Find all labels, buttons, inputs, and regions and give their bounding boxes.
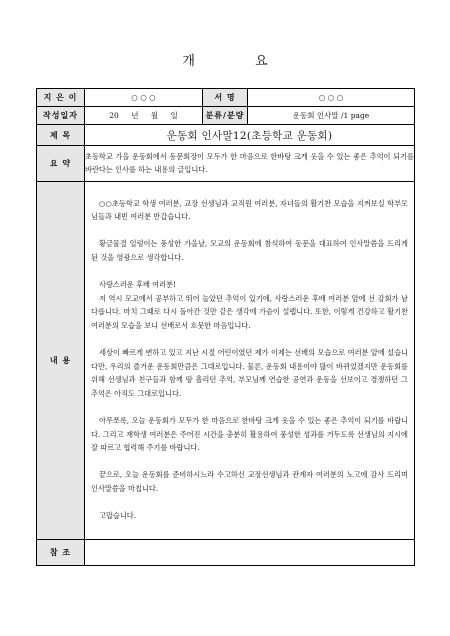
reference-row <box>37 540 415 566</box>
summary-label: 요 약 <box>37 146 85 182</box>
content-row <box>37 182 415 540</box>
content-paragraph: 끝으로, 오늘 운동회를 준비하시느라 수고하신 교장선생님과 관계자 여러분의 노고에 감사 드리며 인사말씀을 마칩니다. <box>91 470 408 494</box>
document-heading: 개 요 <box>182 54 296 69</box>
summary-text: 초등학교 가을 운동회에서 동문회장이 모두가 한 마음으로 한바탕 크게 웃을 수 있는 좋은 추억이 되기를 바란다는 인사를 하는 내용의 글입니다. <box>85 146 415 182</box>
content-body <box>85 182 415 540</box>
author-label: 지 은 이 <box>37 89 85 107</box>
author-value: ○ ○ ○ <box>85 89 203 107</box>
content-paragraph: 저 역시 모교에서 공부하고 뛰어 놀았던 추억이 있기에, 사랑스러운 후배 여러분 앞에 선 감회가 남다릅니다. 마치 그때로 다시 돌아간 것만 같은 생각에 가슴이 설렙니다. 또한, 이렇게 건강하고 활기찬 여러분의 모습을 보니 선배로서 흐뭇한 마음입니다. <box>91 293 408 330</box>
content-paragraph: 아무쪼록, 오늘 운동회가 모두가 한 마음으로 한바탕 크게 웃을 수 있는 좋은 추억이 되기를 바랍니다. 그리고 재학생 여러분은 주어진 시간을 충분히 활용하여 풍성한 성과를 거두도록 선생님의 지시에 잘 따르고 협력해 주기를 바랍니다. <box>91 416 408 453</box>
reference-label: 참 조 <box>37 540 85 566</box>
summary-row <box>37 146 415 182</box>
title-row <box>37 125 415 146</box>
recipient-label: 서 명 <box>203 89 248 107</box>
content-paragraph: ○○초등학교 학생 여러분, 교장 선생님과 교직원 여러분, 자녀들의 활기찬 모습을 지켜보실 학부모님들과 내빈 여러분 반갑습니다. <box>91 198 408 222</box>
category-label: 분류/분량 <box>203 107 248 125</box>
date-value: 20 년 월 일 <box>85 107 203 125</box>
date-row <box>37 107 415 125</box>
category-value: 운동회 인사말 /1 page <box>248 107 415 125</box>
overview-form-table <box>36 88 415 566</box>
recipient-value: ○ ○ ○ <box>248 89 415 107</box>
document-title: 운동회 인사말12(초등학교 운동회) <box>85 125 415 146</box>
reference-value <box>85 540 415 566</box>
author-row <box>37 89 415 107</box>
content-paragraph: 사랑스러운 후배 여러분! <box>99 280 176 290</box>
content-label: 내 용 <box>37 182 85 540</box>
content-paragraph: 황금물결 일렁이는 풍성한 가을날, 모교의 운동회에 참석하여 동문을 대표하여 인사말씀을 드리게 된 것을 영광으로 생각합니다. <box>91 239 408 262</box>
content-paragraph: 세상이 빠르게 변하고 있고 지난 시절 어린이였던 제가 이제는 선배의 모습으로 여러분 앞에 섰습니다만, 우리의 즐거운 운동회만큼은 그대로입니다. 물론, 운동회 내용이야 많이 바뀌었겠지만 운동회를 위해 선생님과 친구들과 함께 땀 흘리던 추억, 부모님께 연습한 공연과 운동을 선보이고 경쟁하던 그 추억은 아직도 그대로입니다. <box>91 348 408 398</box>
content-paragraph: 고맙습니다. <box>99 511 137 521</box>
title-label: 제 목 <box>37 125 85 146</box>
date-label: 작성일자 <box>37 107 85 125</box>
